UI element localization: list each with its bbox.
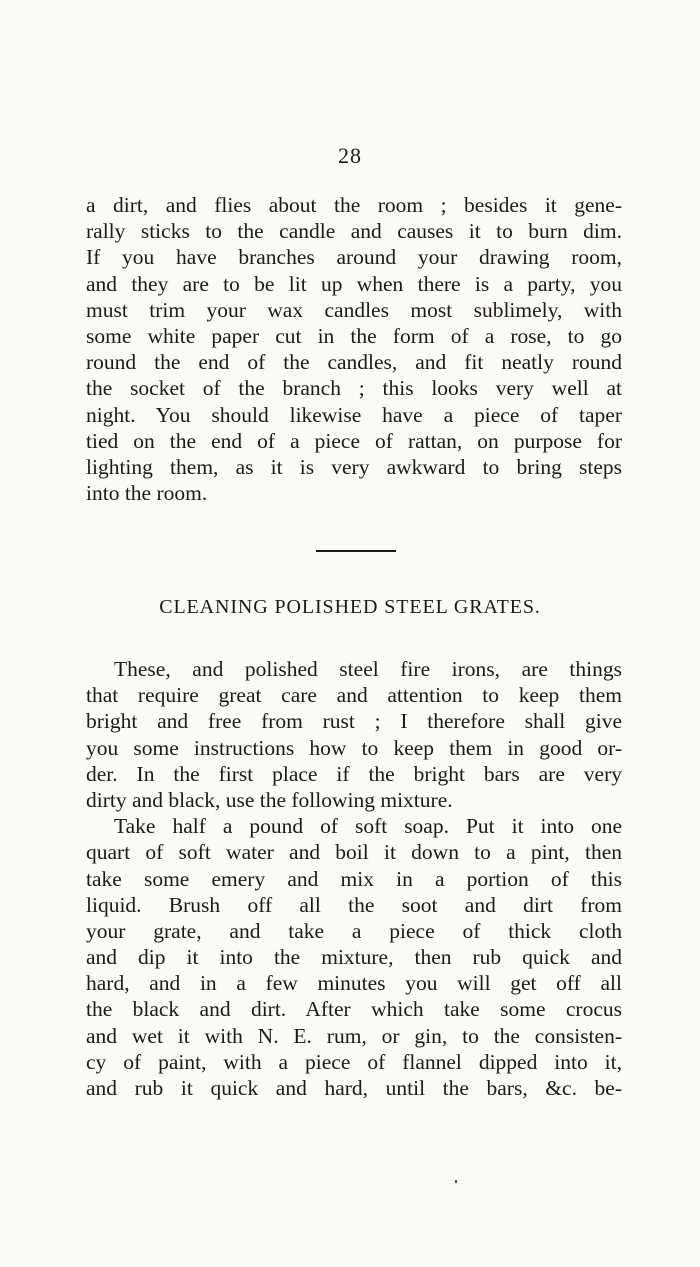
text-line: and wet it with N. E. rum, or gin, to the consisten- — [86, 1023, 622, 1048]
text-line: These, and polished steel fire irons, are things — [114, 657, 622, 681]
text-line: hard, and in a few minutes you will get off all — [86, 971, 622, 996]
text-line: your grate, and take a piece of thick cloth — [86, 918, 622, 943]
text-line: night. You should likewise have a piece of taper — [86, 402, 622, 427]
text-line: and rub it quick and hard, until the bars, &c. be- — [86, 1076, 622, 1100]
section-body — [86, 656, 622, 1101]
text-line: some white paper cut in the form of a rose, to go — [86, 323, 622, 348]
text-line: tied on the end of a piece of rattan, on purpose for — [86, 428, 622, 453]
text-line: If you have branches around your drawing room, — [86, 245, 622, 270]
paragraph-soft-soap-recipe — [86, 813, 622, 1101]
text-line: der. In the first place if the bright bars are very — [86, 761, 622, 786]
text-line: into the room. — [86, 481, 208, 506]
page-number: 28 — [338, 143, 362, 168]
ink-speck — [455, 1180, 457, 1183]
text-line: liquid. Brush off all the soot and dirt from — [86, 892, 622, 917]
text-line: cy of paint, with a piece of flannel dipped into it, — [86, 1049, 622, 1074]
text-line: the black and dirt. After which take some crocus — [86, 997, 622, 1022]
text-line: the socket of the branch ; this looks very well at — [86, 376, 622, 401]
paragraph-candles — [86, 192, 622, 506]
text-line: and dip it into the mixture, then rub quick and — [86, 945, 622, 970]
text-line: bright and free from rust ; I therefore shall give — [86, 709, 622, 734]
text-line: and they are to be lit up when there is a party, you — [86, 271, 622, 296]
text-line: quart of soft water and boil it down to a pint, then — [86, 840, 622, 865]
text-line: dirty and black, use the following mixture. — [86, 787, 453, 812]
text-line: round the end of the candles, and fit neatly round — [86, 350, 622, 375]
text-line: that require great care and attention to keep them — [86, 683, 622, 708]
text-line: must trim your wax candles most sublimely, with — [86, 297, 622, 322]
text-line: lighting them, as it is very awkward to bring steps — [86, 454, 622, 479]
text-line: a dirt, and flies about the room ; besides it gene- — [86, 193, 622, 217]
text-line: rally sticks to the candle and causes it to burn dim. — [86, 219, 622, 244]
section-divider — [316, 550, 396, 552]
text-line: take some emery and mix in a portion of this — [86, 866, 622, 891]
section-heading: CLEANING POLISHED STEEL GRATES. — [159, 596, 541, 618]
paragraph-fire-irons — [86, 656, 622, 813]
text-line: you some instructions how to keep them in good or- — [86, 735, 622, 760]
text-line: Take half a pound of soft soap. Put it into one — [114, 814, 622, 839]
